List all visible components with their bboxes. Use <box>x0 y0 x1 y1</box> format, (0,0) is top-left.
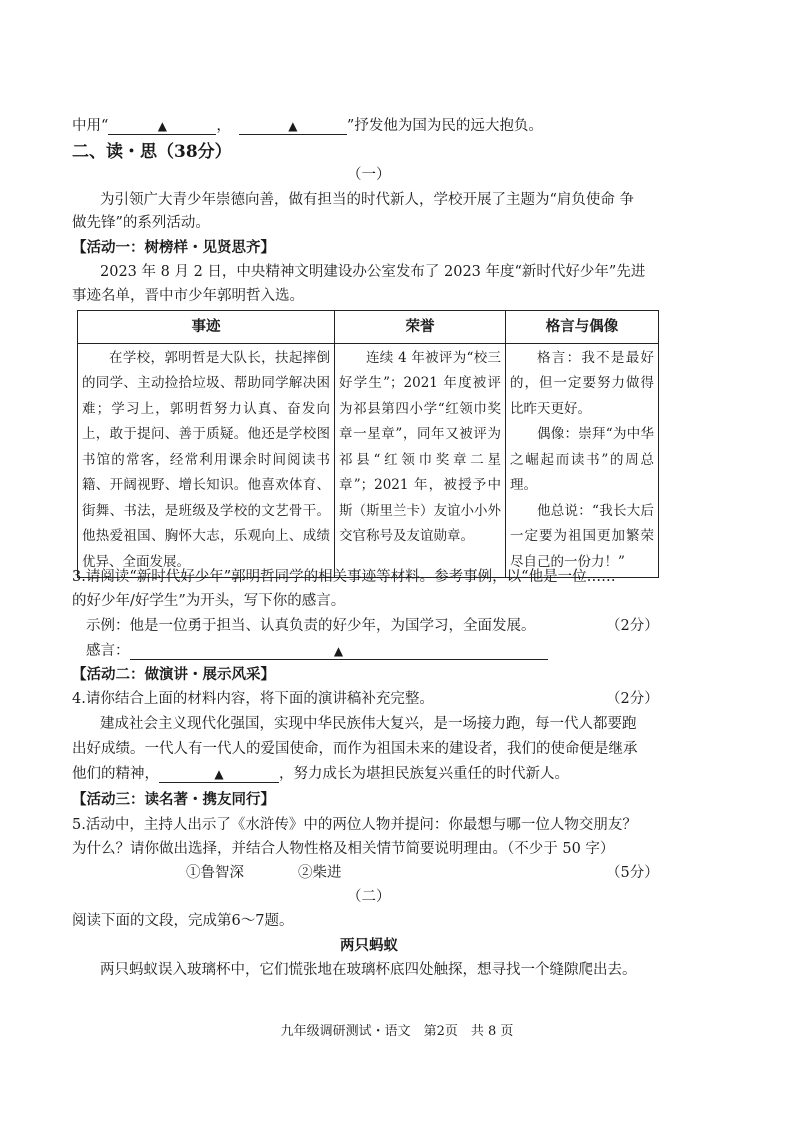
table-header-row <box>78 311 659 344</box>
part2-label: （二） <box>347 889 391 905</box>
motto-text: 格言：我不是最好的，但一定要努力做得比昨天更好。 <box>510 349 654 417</box>
cell-deeds: 在学校，郭明哲是大队长，扶起摔倒的同学、主动捡拾垃圾、帮助同学解决困难；学习上，郭明哲努力认真、奋发向上，敢于提问、善于质疑。他还是学校图书馆的常客，经常利用课余时间阅读书籍、开阔视野、增长知识。他喜欢体育、街舞、书法，是班级及学校的文艺骨干。他热爱祖国、胸怀大志，乐观向上、成绩优异、全面发展。 <box>78 343 335 578</box>
deeds-table <box>77 310 659 578</box>
activity1-title: 【活动一：树榜样・见贤思齐】 <box>72 239 275 256</box>
q4-speech-3b: ，努力成长为堪担民族复兴重任的时代新人。 <box>279 766 569 782</box>
top-line-prefix: 中用“ <box>72 118 109 134</box>
story-title: 两只蚂蚁 <box>340 937 398 954</box>
q4-score: （2分） <box>606 691 659 707</box>
top-blank-2[interactable] <box>239 118 347 135</box>
q4-line-1: 4.请你结合上面的材料内容，将下面的演讲稿补充完整。 <box>72 691 434 707</box>
blank-marker-icon: ▲ <box>288 119 298 133</box>
intro-line-2: 做先锋”的系列活动。 <box>72 215 210 231</box>
header-motto: 格言与偶像 <box>506 311 659 344</box>
top-line-suffix: ”抒发他为国为民的远大抱负。 <box>346 118 543 134</box>
q5-option-2[interactable]: ②柴进 <box>298 865 342 881</box>
q3-score: （2分） <box>606 618 659 634</box>
q4-speech-3 <box>72 764 569 784</box>
q4-speech-1: 建成社会主义现代化强国，实现中华民族伟大复兴，是一场接力跑，每一代人都要跑 <box>100 716 637 732</box>
story-line-1: 两只蚂蚁误入玻璃杯中，它们慌张地在玻璃杯底四处触探，想寻找一个缝隙爬出去。 <box>100 962 637 978</box>
q5-option-1[interactable]: ①鲁智深 <box>186 865 244 881</box>
page-footer: 九年级调研测试・语文 第2页 共 8 页 <box>280 1024 514 1039</box>
cell-honors: 连续 4 年被评为“校三好学生”；2021 年度被评为祁县第四小学“红领巾奖章一星章”，同年又被评为祁县“红领巾奖章二星章”；2021 年，被授予中斯（斯里兰卡）友谊小小外交官称号及友谊勋章。 <box>335 343 506 578</box>
activity1-text-1: 2023 年 8 月 2 日，中央精神文明建设办公室发布了 2023 年度“新时代好少年”先进 <box>100 264 646 280</box>
q4-speech-2: 出好成绩。一代人有一代人的爱国使命，而作为祖国未来的建设者，我们的使命便是继承 <box>72 741 638 757</box>
top-line-comma: ， <box>216 118 231 134</box>
q3-answer-label: 感言： <box>86 643 130 659</box>
blank-marker-icon: ▲ <box>333 644 344 658</box>
activity1-text-2: 事迹名单，晋中市少年郭明哲入选。 <box>72 288 304 304</box>
part2-intro: 阅读下面的文段，完成第6～7题。 <box>72 913 294 929</box>
blank-marker-icon: ▲ <box>214 767 224 781</box>
idol-text: 偶像：崇拜“为中华之崛起而读书”的周总理。 <box>510 426 654 493</box>
q3-answer-line <box>86 641 548 661</box>
blank-marker-icon: ▲ <box>157 119 168 133</box>
activity2-title: 【活动二：做演讲・展示风采】 <box>72 666 275 683</box>
top-blank-1[interactable] <box>108 118 216 135</box>
q5-line-1: 5.活动中，主持人出示了《水浒传》中的两位人物并提问：你最想与哪一位人物交朋友？ <box>72 817 637 833</box>
q4-answer-blank[interactable] <box>159 766 279 783</box>
intro-line-1: 为引领广大青少年崇德向善，做有担当的时代新人，学校开展了主题为“肩负使命 争 <box>100 192 635 208</box>
activity3-title: 【活动三：读名著・携友同行】 <box>72 791 275 808</box>
q3-answer-blank[interactable] <box>130 643 548 660</box>
q3-example: 示例：他是一位勇于担当、认真负责的好少年，为国学习，全面发展。 <box>86 618 536 634</box>
part1-label: （一） <box>347 167 391 183</box>
q5-line-2: 为什么？请你做出选择，并结合人物性格及相关情节简要说明理由。（不少于 50 字） <box>72 841 615 857</box>
header-honors: 荣誉 <box>335 311 506 344</box>
header-deeds: 事迹 <box>78 311 335 344</box>
q3-line-2: 的好少年/好学生”为开头，写下你的感言。 <box>72 593 346 609</box>
table-row <box>78 343 659 578</box>
q4-speech-3a: 他们的精神， <box>72 766 159 782</box>
quote-text: 他总说：“我长大后一定要为祖国更加繁荣尽自己的一份力！” <box>510 502 654 570</box>
top-fill-line <box>72 116 543 136</box>
cell-motto <box>506 343 659 578</box>
q3-line-1: 3.请阅读“新时代好少年”郭明哲同学的相关事迹等材料。参考事例，以“他是一位…… <box>72 569 616 585</box>
q5-score: （5分） <box>606 865 659 881</box>
section-title: 二、读・思（38分） <box>72 142 232 162</box>
